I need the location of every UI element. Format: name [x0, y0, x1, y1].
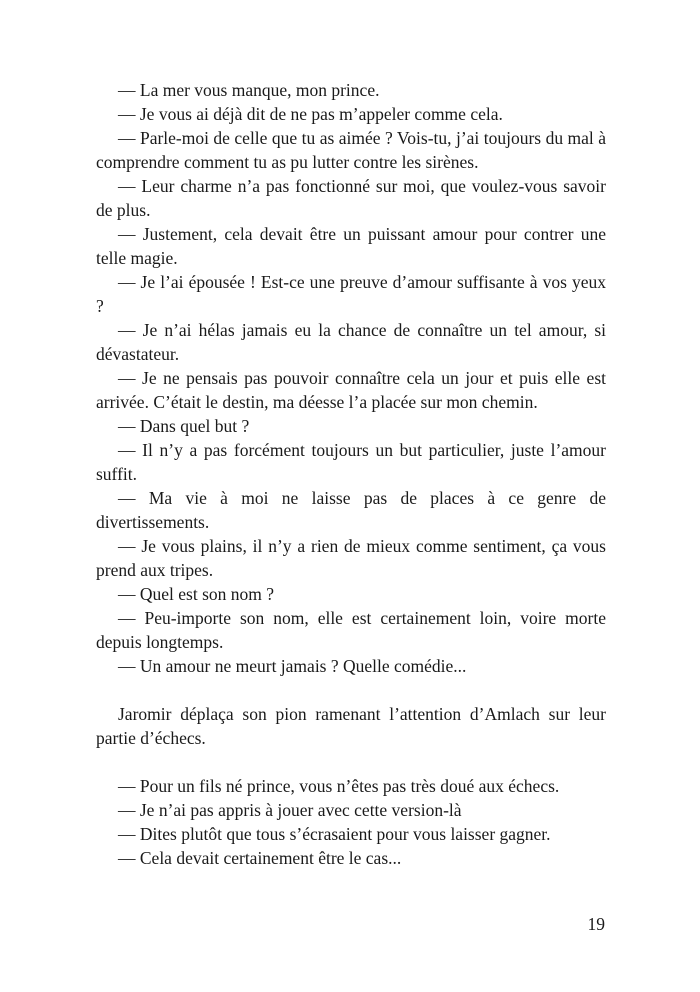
paragraph: — Dites plutôt que tous s’écrasaient pour vous laisser gagner. [118, 824, 551, 844]
paragraph: — Cela devait certainement être le cas... [118, 848, 402, 868]
paragraph: — Je l’ai épousée ! Est-ce une preuve d’amour suffisante à vos yeux ? [96, 272, 606, 316]
paragraph: — Je n’ai hélas jamais eu la chance de connaître un tel amour, si dévastateur. [96, 320, 606, 364]
paragraph: — Ma vie à moi ne laisse pas de places à ce genre de divertissements. [96, 488, 606, 532]
paragraph: — Leur charme n’a pas fonctionné sur moi, que voulez-vous savoir de plus. [96, 176, 606, 220]
page-number: 19 [587, 914, 605, 934]
paragraph: — Quel est son nom ? [118, 584, 275, 604]
paragraph: — Je n’ai pas appris à jouer avec cette version-là [118, 800, 462, 820]
paragraph: — Dans quel but ? [118, 416, 250, 436]
paragraph: — Je vous plains, il n’y a rien de mieux comme sentiment, ça vous prend aux tripes. [96, 536, 606, 580]
paragraph: — Je vous ai déjà dit de ne pas m’appeler comme cela. [118, 104, 503, 124]
paragraph: — Pour un fils né prince, vous n’êtes pas très doué aux échecs. [118, 776, 560, 796]
paragraph: — Peu-importe son nom, elle est certainement loin, voire morte depuis longtemps. [96, 608, 606, 652]
paragraph: — Un amour ne meurt jamais ? Quelle comédie... [118, 656, 467, 676]
paragraph: — Je ne pensais pas pouvoir connaître cela un jour et puis elle est arrivée. C’était le destin, ma déesse l’a placée sur mon chemin. [96, 368, 606, 412]
paragraph: — Justement, cela devait être un puissant amour pour contrer une telle magie. [96, 224, 606, 268]
paragraph: — La mer vous manque, mon prince. [118, 80, 380, 100]
body-text [96, 78, 606, 870]
paragraph: — Il n’y a pas forcément toujours un but particulier, juste l’amour suffit. [96, 440, 606, 484]
paragraph: Jaromir déplaça son pion ramenant l’attention d’Amlach sur leur partie d’échecs. [96, 704, 606, 748]
paragraph: — Parle-moi de celle que tu as aimée ? Vois-tu, j’ai toujours du mal à comprendre comment tu as pu lutter contre les sirènes. [96, 128, 606, 172]
